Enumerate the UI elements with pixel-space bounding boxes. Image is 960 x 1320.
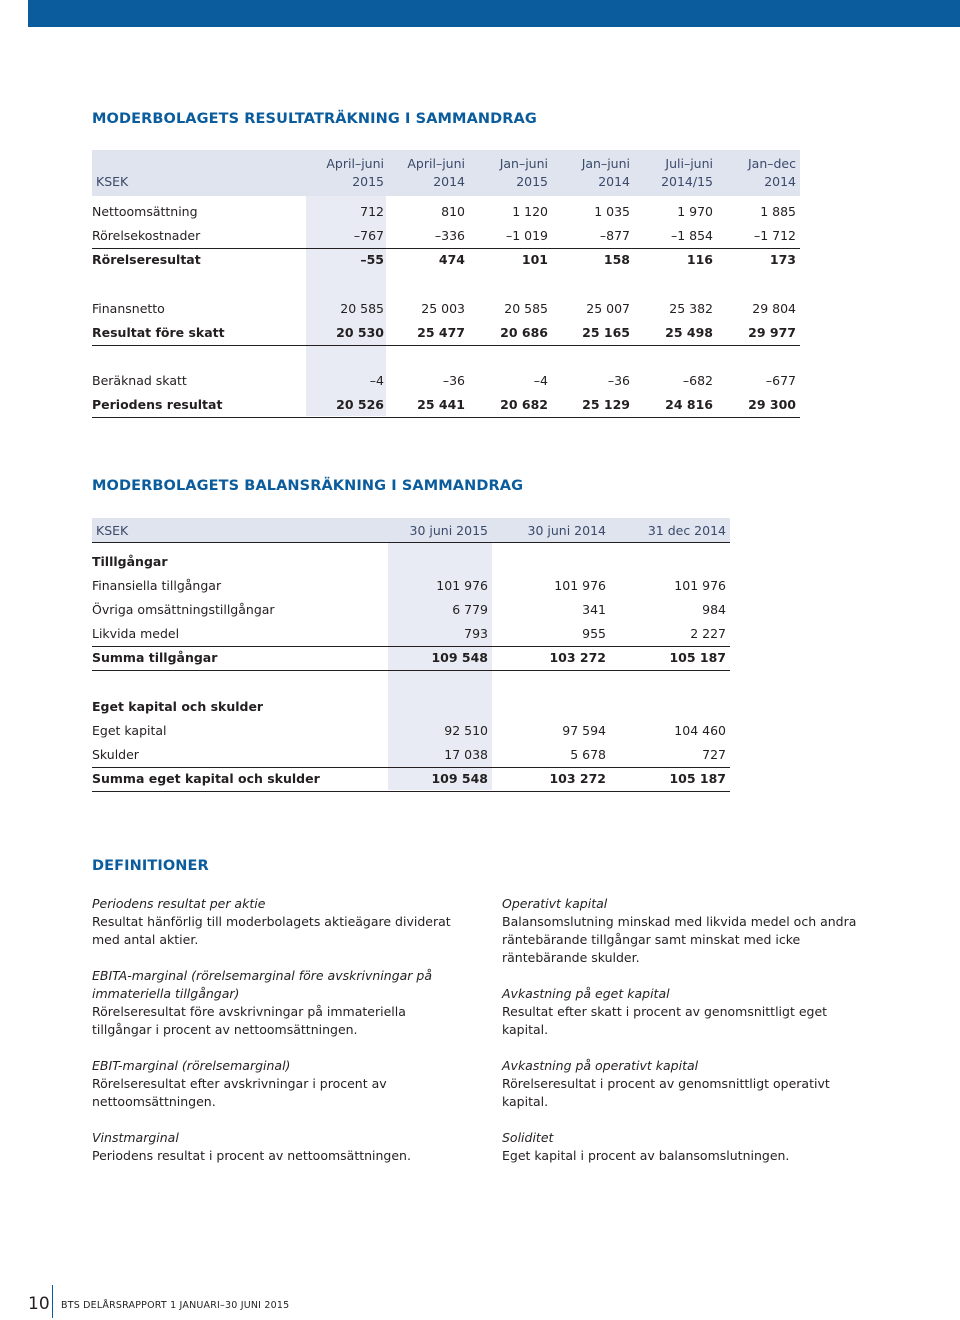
- balance-row-label: Summa tillgångar: [92, 650, 218, 665]
- income-header-line1: Juli–juni: [665, 156, 713, 171]
- income-value: 20 686: [500, 325, 548, 340]
- income-row-label: Periodens resultat: [92, 397, 223, 412]
- income-value: –1 019: [505, 228, 548, 243]
- income-row-label: Rörelsekostnader: [92, 228, 201, 243]
- balance-value: 97 594: [562, 723, 606, 738]
- income-row-label: Rörelseresultat: [92, 252, 201, 267]
- definition-item: [92, 1057, 462, 1111]
- balance-value: 105 187: [669, 650, 726, 665]
- balance-value: 6 779: [452, 602, 488, 617]
- income-value: 116: [686, 252, 713, 267]
- balance-row-label: Övriga omsättningstillgångar: [92, 602, 275, 617]
- definition-item: [502, 895, 872, 967]
- balance-value: 109 548: [431, 650, 488, 665]
- definition-description: Periodens resultat i procent av nettoomsättningen.: [92, 1148, 411, 1163]
- balance-value: 92 510: [444, 723, 488, 738]
- income-unit-label: KSEK: [96, 174, 129, 189]
- balance-value: 5 678: [570, 747, 606, 762]
- definition-term: Avkastning på operativt kapital: [502, 1058, 699, 1073]
- definition-item: [502, 1057, 872, 1111]
- balance-value: 103 272: [549, 771, 606, 786]
- balance-row-label: Eget kapital: [92, 723, 167, 738]
- income-value: 25 129: [582, 397, 630, 412]
- balance-header: 30 juni 2015: [409, 523, 488, 538]
- income-value: 25 441: [417, 397, 465, 412]
- balance-value: 101 976: [436, 578, 488, 593]
- income-value: 474: [438, 252, 465, 267]
- balance-header: 31 dec 2014: [647, 523, 726, 538]
- income-value: 25 382: [669, 301, 713, 316]
- income-row: [92, 298, 800, 320]
- income-value: –767: [353, 228, 384, 243]
- balance-row-label: Likvida medel: [92, 626, 180, 641]
- definition-term: Soliditet: [502, 1130, 554, 1145]
- income-header-line1: Jan–juni: [499, 156, 548, 171]
- income-value: –1 712: [753, 228, 796, 243]
- definition-description: Rörelseresultat före avskrivningar på immateriella tillgångar i procent av nettoomsättningen.: [92, 1004, 406, 1037]
- income-header-line2: 2014: [598, 174, 630, 189]
- definition-description: Balansomslutning minskad med likvida medel och andra räntebärande tillgångar samt minskat med icke räntebärande skulder.: [502, 914, 857, 965]
- definition-item: [92, 895, 462, 949]
- income-value: –877: [599, 228, 630, 243]
- income-value: 29 300: [748, 397, 796, 412]
- income-value: –336: [434, 228, 465, 243]
- top-color-bar: [28, 0, 960, 27]
- income-value: 25 498: [665, 325, 713, 340]
- income-statement-title: MODERBOLAGETS RESULTATRÄKNING I SAMMANDRAG: [92, 111, 537, 127]
- income-header-line1: April–juni: [326, 156, 384, 171]
- income-value: –1 854: [670, 228, 713, 243]
- income-value: 20 585: [340, 301, 384, 316]
- definition-description: Rörelseresultat i procent av genomsnittligt operativt kapital.: [502, 1076, 830, 1109]
- balance-row: [92, 720, 730, 742]
- balance-value: 101 976: [674, 578, 726, 593]
- income-value: –36: [442, 373, 465, 388]
- definition-item: [92, 1129, 462, 1165]
- definition-description: Eget kapital i procent av balansomslutningen.: [502, 1148, 790, 1163]
- income-value: –677: [765, 373, 796, 388]
- balance-value: 984: [702, 602, 726, 617]
- balance-value: 103 272: [549, 650, 606, 665]
- definition-item: [92, 967, 462, 1039]
- balance-row-label: Skulder: [92, 747, 139, 762]
- balance-row: [92, 623, 730, 645]
- balance-row: [92, 744, 730, 766]
- income-value: 20 526: [336, 397, 384, 412]
- income-header-line2: 2014/15: [661, 174, 713, 189]
- income-value: –4: [369, 373, 384, 388]
- income-value: –682: [682, 373, 713, 388]
- income-header-line2: 2014: [764, 174, 796, 189]
- income-row: [92, 370, 800, 392]
- income-value: 20 585: [504, 301, 548, 316]
- income-value: 712: [360, 204, 384, 219]
- balance-row-label: Summa eget kapital och skulder: [92, 771, 320, 786]
- definitions-left-column: [92, 895, 462, 1183]
- income-header-line2: 2015: [516, 174, 548, 189]
- balance-value: 101 976: [554, 578, 606, 593]
- income-value: 25 165: [582, 325, 630, 340]
- income-row-label: Nettoomsättning: [92, 204, 198, 219]
- definition-term: EBITA-marginal (rörelsemarginal före avskrivningar på immateriella tillgångar): [92, 968, 432, 1001]
- income-value: 25 003: [421, 301, 465, 316]
- definition-term: Operativt kapital: [502, 896, 608, 911]
- balance-row: [92, 768, 730, 790]
- definition-term: Vinstmarginal: [92, 1130, 179, 1145]
- balance-unit-label: KSEK: [96, 523, 129, 538]
- income-value: 1 970: [677, 204, 713, 219]
- definitions-right-column: [502, 895, 872, 1183]
- income-value: 29 977: [748, 325, 796, 340]
- income-value: 101: [521, 252, 548, 267]
- income-value: 1 120: [512, 204, 548, 219]
- definition-term: Avkastning på eget kapital: [502, 986, 670, 1001]
- income-row-rule: [92, 417, 800, 418]
- balance-row: [92, 599, 730, 621]
- balance-header-rule: [92, 542, 730, 543]
- income-value: 20 530: [336, 325, 384, 340]
- definition-term: EBIT-marginal (rörelsemarginal): [92, 1058, 291, 1073]
- income-row: [92, 201, 800, 223]
- income-row-label: Resultat före skatt: [92, 325, 225, 340]
- income-value: 25 477: [417, 325, 465, 340]
- balance-row-label: Finansiella tillgångar: [92, 578, 222, 593]
- income-value: 1 885: [760, 204, 796, 219]
- balance-header: 30 juni 2014: [527, 523, 606, 538]
- income-value: –4: [533, 373, 548, 388]
- balance-value: 17 038: [444, 747, 488, 762]
- balance-value: 104 460: [674, 723, 726, 738]
- balance-value: 105 187: [669, 771, 726, 786]
- balance-row: [92, 647, 730, 669]
- balance-value: 793: [464, 626, 488, 641]
- income-header-line1: Jan–juni: [581, 156, 630, 171]
- income-value: 173: [769, 252, 796, 267]
- income-header-line2: 2015: [352, 174, 384, 189]
- footer-divider: [52, 1285, 53, 1318]
- balance-value: 727: [702, 747, 726, 762]
- balance-value: 341: [582, 602, 606, 617]
- income-value: 20 682: [500, 397, 548, 412]
- income-value: –55: [360, 252, 384, 267]
- balance-sheet-title: MODERBOLAGETS BALANSRÄKNING I SAMMANDRAG: [92, 478, 524, 494]
- footer-report-title: BTS DELÅRSRAPPORT 1 JANUARI–30 JUNI 2015: [61, 1300, 290, 1311]
- income-value: –36: [607, 373, 630, 388]
- income-row: [92, 249, 800, 271]
- balance-row-rule: [92, 670, 730, 671]
- income-value: 29 804: [752, 301, 796, 316]
- income-value: 25 007: [586, 301, 630, 316]
- balance-row: [92, 575, 730, 597]
- income-header-line1: April–juni: [407, 156, 465, 171]
- page-number: 10: [28, 1294, 50, 1314]
- definition-description: Resultat hänförlig till moderbolagets aktieägare dividerat med antal aktier.: [92, 914, 451, 947]
- income-value: 158: [603, 252, 630, 267]
- income-header-line2: 2014: [433, 174, 465, 189]
- balance-value: 109 548: [431, 771, 488, 786]
- income-row-label: Finansnetto: [92, 301, 165, 316]
- income-header-line1: Jan–dec: [747, 156, 796, 171]
- definition-description: Rörelseresultat efter avskrivningar i procent av nettoomsättningen.: [92, 1076, 387, 1109]
- income-value: 24 816: [665, 397, 713, 412]
- income-row: [92, 394, 800, 416]
- income-row: [92, 322, 800, 344]
- income-value: 1 035: [594, 204, 630, 219]
- income-row-label: Beräknad skatt: [92, 373, 187, 388]
- balance-value: 2 227: [690, 626, 726, 641]
- income-value: 810: [441, 204, 465, 219]
- income-row-rule: [92, 345, 800, 346]
- balance-value: 955: [582, 626, 606, 641]
- definition-item: [502, 1129, 872, 1165]
- definitions-title: DEFINITIONER: [92, 858, 209, 874]
- definition-term: Periodens resultat per aktie: [92, 896, 266, 911]
- definition-description: Resultat efter skatt i procent av genomsnittligt eget kapital.: [502, 1004, 828, 1037]
- definition-item: [502, 985, 872, 1039]
- balance-row-rule: [92, 791, 730, 792]
- income-row: [92, 225, 800, 247]
